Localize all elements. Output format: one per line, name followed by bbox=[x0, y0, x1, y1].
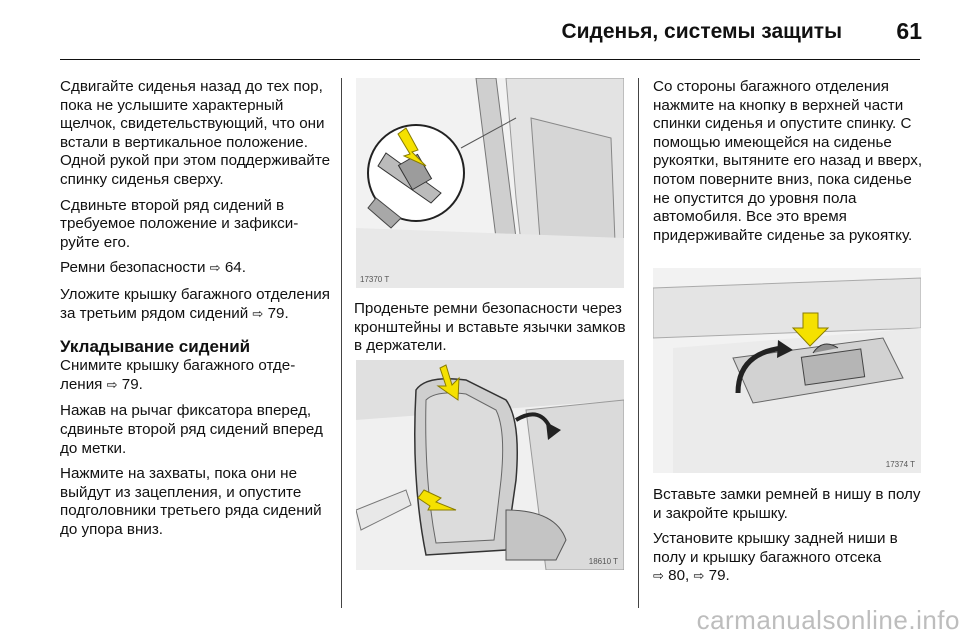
page-ref-icon: ⇨ bbox=[209, 261, 221, 277]
column-divider bbox=[341, 78, 342, 608]
page-number: 61 bbox=[896, 18, 922, 44]
header-rule bbox=[60, 59, 920, 60]
page-ref-link[interactable]: 80, bbox=[668, 567, 690, 585]
figure-code: 18610 T bbox=[588, 557, 618, 566]
seatbelt-bracket-illustration bbox=[356, 78, 624, 288]
page-ref-icon: ⇨ bbox=[693, 569, 705, 585]
paragraph-text: Установите крышку задней ниши в полу и крышку багажного отсека bbox=[653, 530, 898, 566]
figure-code: 17370 T bbox=[360, 275, 390, 284]
paragraph-text: Снимите крышку багажного отделения bbox=[60, 357, 296, 393]
paragraph: Сдвиньте второй ряд сидений в требуемое положение и зафиксируйте его. bbox=[60, 196, 299, 251]
figure-code: 17374 T bbox=[885, 460, 915, 469]
paragraph: Вставьте замки ремней в нишу в полу и закройте крышку. bbox=[653, 486, 921, 522]
page-ref-link[interactable]: 79. bbox=[267, 304, 289, 322]
column-divider bbox=[638, 78, 639, 608]
page-ref-icon: ⇨ bbox=[252, 306, 264, 322]
paragraph bbox=[60, 357, 332, 395]
paragraph: Сдвигайте сиденья назад до тех пор, пока не услышите характерный щелчок, свидетельствующий, что они встали в вертикальное положение. Одной рукой при этом поддерживайте спинку сиденья сверху. bbox=[60, 78, 331, 188]
floor-seat-handle-drawing bbox=[653, 268, 921, 473]
column-right bbox=[653, 78, 925, 252]
column-left bbox=[60, 78, 332, 546]
column-right-lower bbox=[653, 486, 925, 594]
seat-headrest-illustration bbox=[356, 360, 624, 570]
page-ref-link[interactable]: 64. bbox=[224, 259, 246, 277]
paragraph bbox=[60, 259, 332, 279]
paragraph bbox=[60, 286, 332, 324]
paragraph: Со стороны багажного отделения нажмите на кнопку в верхней части спинки сиденья и опустите спинку. С помощью имеющейся на сиденье рукоятки, вытяните его назад и вверх, потом поверните вниз, пока сиденье не опустится до уровня пола автомобиля. Все это время придерживайте сиденье за рукоятку. bbox=[653, 78, 923, 244]
paragraph-text: Ремни безопасности bbox=[60, 259, 210, 277]
section-heading: Укладывание сидений bbox=[60, 337, 251, 357]
page-ref-link[interactable]: 79. bbox=[121, 375, 143, 393]
floor-seat-handle-illustration bbox=[653, 268, 921, 473]
paragraph: Нажав на рычаг фиксатора вперед, сдвиньте второй ряд сидений вперед до метки. bbox=[60, 402, 323, 457]
seatbelt-bracket-drawing bbox=[356, 78, 624, 288]
page-header bbox=[0, 0, 960, 60]
page-ref-link[interactable]: 79. bbox=[708, 567, 730, 585]
page-title: Сиденья, системы защиты bbox=[561, 20, 842, 43]
paragraph-text: Уложите крышку багажного отделения за третьим рядом сидений bbox=[60, 285, 330, 322]
figure-caption: Проденьте ремни безопасности через кронштейны и вставьте язычки замков в держатели. bbox=[354, 300, 626, 355]
paragraph bbox=[653, 530, 925, 587]
seat-headrest-drawing bbox=[356, 360, 624, 570]
paragraph: Нажмите на захваты, пока они не выйдут из зацепления, и опустите подголовники третьего ряда сидений до упора вниз. bbox=[60, 465, 322, 538]
watermark: carmanualsonline.info bbox=[696, 605, 960, 635]
page-ref-icon: ⇨ bbox=[106, 377, 118, 393]
page-ref-icon: ⇨ bbox=[653, 569, 664, 585]
